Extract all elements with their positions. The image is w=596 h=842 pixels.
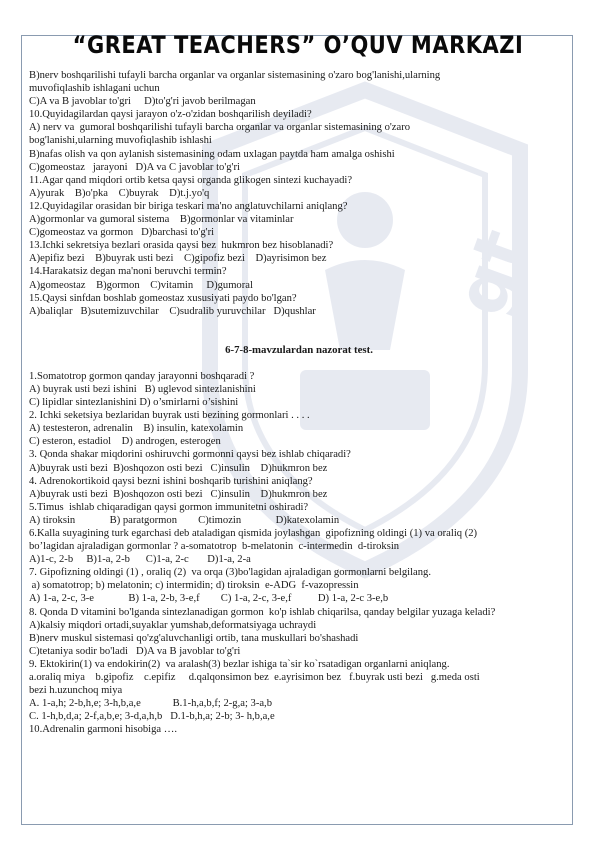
text-line: 15.Qaysi sinfdan boshlab gomeostaz xususiyati paydo bo'lgan? bbox=[29, 292, 297, 304]
text-line: C)gomeostaz jarayoni D)A va C javoblar to'g'ri bbox=[29, 161, 240, 173]
text-line: B)nerv boshqarilishi tufayli barcha organlar va organlar sistemasining o'zaro bog'lanishi,ularning bbox=[29, 70, 441, 81]
text-line: 10.Adrenalin garmoni hisobiga …. bbox=[29, 724, 177, 736]
page-title: “GREAT TEACHERS” O’QUV MARKAZI bbox=[72, 31, 524, 59]
text-line: A. 1-a,h; 2-b,h,e; 3-h,b,a,e B.1-h,a,b,f; 2-g,a; 3-a,b bbox=[29, 698, 273, 710]
text-line: 9. Ektokirin(1) va endokirin(2) va aralash(3) bezlar ishiga ta`sir ko`rsatadigan organlarni aniqlang. bbox=[29, 658, 450, 670]
text-line: A)epifiz bezi B)buyrak usti bezi C)gipofiz bezi D)ayrisimon bez bbox=[29, 253, 327, 265]
text-line: C) lipidlar sintezlanishini D) o’smirlarni o’sishini bbox=[29, 397, 239, 409]
text-line: 14.Harakatsiz degan ma'noni beruvchi termin? bbox=[29, 266, 227, 278]
text-line: A)1-c, 2-b B)1-a, 2-b C)1-a, 2-c D)1-a, 2-a bbox=[29, 554, 251, 566]
text-line: 12.Quyidagilar orasidan bir biriga teskari ma'no anglatuvchilarni aniqlang? bbox=[29, 200, 348, 212]
watermark-text: gt bbox=[438, 219, 545, 326]
text-line: A)kalsiy miqdori ortadi,suyaklar yumshab,deformatsiyaga uchraydi bbox=[29, 619, 317, 631]
question-block-top bbox=[29, 69, 569, 318]
text-line: A)gormonlar va gumoral sistema B)gormonlar va vitaminlar bbox=[29, 214, 294, 226]
text-line: C)tetaniya sodir bo'ladi D)A va B javoblar to'g'ri bbox=[29, 645, 241, 657]
text-line: C) esteron, estadiol D) androgen, esterogen bbox=[29, 436, 221, 448]
text-line: bezi h.uzunchoq miya bbox=[29, 685, 123, 697]
text-line: 11.Agar qand miqdori ortib ketsa qaysi organda glikogen sintezi kuchayadi? bbox=[29, 174, 353, 186]
text-line: 3. Qonda shakar miqdorini oshiruvchi gormonni qaysi bez ishlab chiqaradi? bbox=[29, 449, 351, 461]
text-line: C)gomeostaz va gormon D)barchasi to'g'ri bbox=[29, 227, 215, 239]
text-line: 8. Qonda D vitamini bo'lganda sintezlanadigan gormon ko'p ishlab chiqarilsa, qanday belgilar yuzaga keladi? bbox=[29, 606, 496, 618]
text-line: A)yurak B)o'pka C)buyrak D)t.j.yo'q bbox=[29, 187, 210, 199]
text-line: A) tiroksin B) paratgormon C)timozin D)katexolamin bbox=[29, 514, 340, 526]
text-line: A)baliqlar B)sutemizuvchilar C)sudralib yuruvchilar D)qushlar bbox=[29, 305, 316, 317]
section-heading: 6-7-8-mavzulardan nazorat test. bbox=[225, 343, 373, 356]
text-line: 7. Gipofizning oldingi (1) , oraliq (2) va orqa (3)bo'lagidan ajraladigan gormonlarni belgilang. bbox=[29, 567, 432, 579]
text-line: bo’lagidan ajraladigan gormonlar ? a-somatotrop b-melatonin c-intermedin d-tiroksin bbox=[29, 541, 400, 553]
text-line: 2. Ichki seketsiya bezlaridan buyrak usti bezining gormonlari . . . . bbox=[29, 410, 310, 422]
text-line: 6.Kalla suyagining turk egarchasi deb ataladigan qismida joylashgan gipofizning oldingi (1) va oraliq (2) bbox=[29, 528, 478, 539]
text-line: A) buyrak usti bezi ishini B) uglevod sintezlanishini bbox=[29, 383, 256, 395]
text-line: C)A va B javoblar to'gri D)to'g'ri javob berilmagan bbox=[29, 96, 256, 108]
text-line: C. 1-h,b,d,a; 2-f,a,b,e; 3-d,a,h,b D.1-b,h,a; 2-b; 3- h,b,a,e bbox=[29, 711, 275, 723]
text-line: A)gomeostaz B)gormon C)vitamin D)gumoral bbox=[29, 279, 253, 291]
text-line: 10.Quyidagilardan qaysi jarayon o'z-o'zidan boshqarilish deyiladi? bbox=[29, 109, 312, 121]
text-line: 4. Adrenokortikoid qaysi bezni ishini boshqarib turishini aniqlang? bbox=[29, 475, 313, 487]
text-line: B)nerv muskul sistemasi qo'zg'aluvchanligi ortib, tana muskullari bo'shashadi bbox=[29, 632, 359, 644]
text-line: a.oraliq miya b.gipofiz c.epifiz d.qalqonsimon bez e.ayrisimon bez f.buyrak usti bezi g.meda osti bbox=[29, 672, 480, 684]
text-line: A)buyrak usti bezi B)oshqozon osti bezi C)insulin D)hukmron bez bbox=[29, 488, 328, 500]
text-line: B)nafas olish va qon aylanish sistemasining odam uxlagan paytda ham amalga oshishi bbox=[29, 148, 395, 160]
text-line: a) somatotrop; b) melatonin; c) intermidin; d) tiroksin e-ADG f-vazopressin bbox=[29, 580, 359, 592]
text-line: A) 1-a, 2-c, 3-e B) 1-a, 2-b, 3-e,f C) 1-a, 2-c, 3-e,f D) 1-a, 2-c 3-e,b bbox=[29, 593, 389, 605]
text-line: bog'lanishi,ularning muvofiqlashib ishlashi bbox=[29, 135, 212, 147]
question-block-bottom bbox=[29, 370, 569, 737]
document-body bbox=[29, 69, 569, 737]
text-line: A)buyrak usti bezi B)oshqozon osti bezi C)insulin D)hukmron bez bbox=[29, 462, 328, 474]
text-line: 1.Somatotrop gormon qanday jarayonni boshqaradi ? bbox=[29, 370, 255, 382]
text-line: A) testesteron, adrenalin B) insulin, katexolamin bbox=[29, 423, 244, 435]
text-line: A) nerv va gumoral boshqarilishi tufayli barcha organlar va organlar sistemasining o'zaro bbox=[29, 122, 411, 134]
text-line: 5.Timus ishlab chiqaradigan qaysi gormon immunitetni oshiradi? bbox=[29, 501, 309, 513]
text-line: muvofiqlashib ishlagani uchun bbox=[29, 83, 160, 95]
text-line: 13.Ichki sekretsiya bezlari orasida qaysi bez hukmron bez hisoblanadi? bbox=[29, 240, 334, 252]
